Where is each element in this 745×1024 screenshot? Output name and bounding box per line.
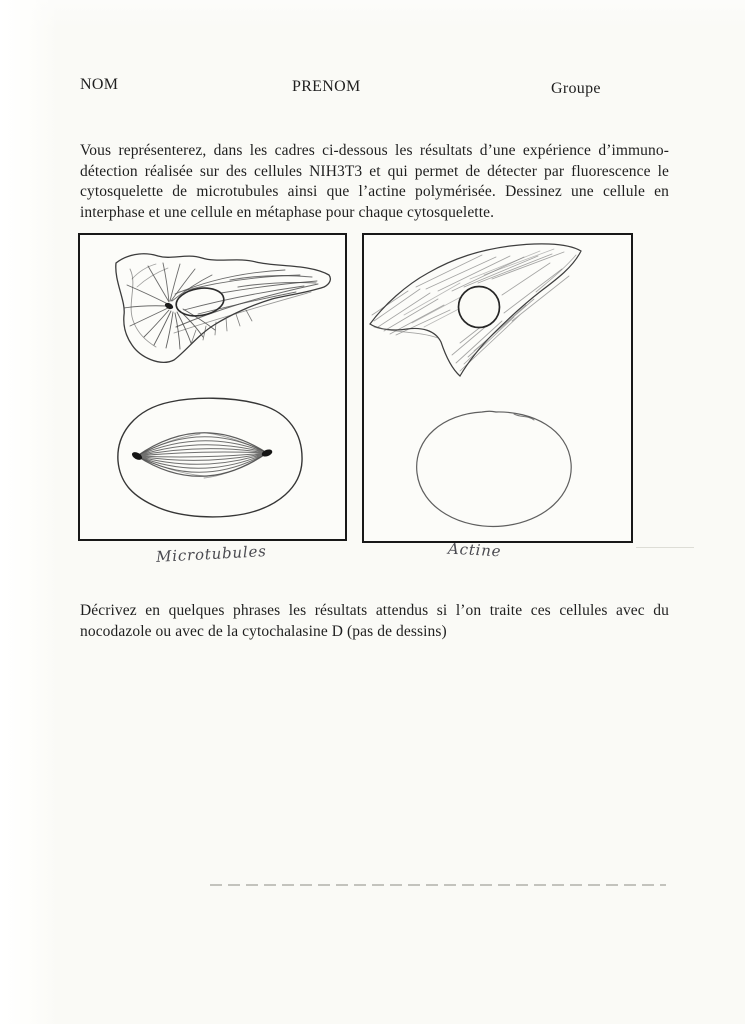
microtubules-interphase-sketch [116,254,331,363]
instructions-paragraph [80,141,669,224]
question-line-2: nocodazole ou avec de la cytochalasine D (pas de dessins) [80,622,447,640]
instructions-line-3: cytosquelette de microtubules ainsi que l’actine polymérisée. Dessinez une cellule en [80,183,669,201]
instructions-line-2: détection réalisée sur des cellules NIH3T3 et qui permet de détecter par fluorescence le [80,162,669,180]
instructions-line-1: Vous représenterez, dans les cadres ci-dessous les résultats d’une expérience d’immuno- [80,142,669,159]
actine-drawing-box [362,233,633,543]
scan-artifact-dashed-line [210,884,666,886]
microtubules-caption: Microtubules [155,542,268,566]
nom-label: NOM [80,76,119,93]
question-line-1: Décrivez en quelques phrases les résultats attendus si l’on traite ces cellules avec du [80,602,669,619]
actin-interphase-sketch [370,244,581,376]
actin-metaphase-sketch [417,411,572,526]
actine-caption: Actine [447,539,502,561]
question-paragraph [80,601,669,642]
actine-sketches [364,235,631,541]
scan-artifact-short-line [636,547,694,548]
prenom-label: PRENOM [292,78,361,95]
groupe-label: Groupe [551,80,601,97]
instructions-line-4: interphase et une cellule en métaphase pour chaque cytosquelette. [80,204,495,222]
microtubules-sketches [80,235,345,539]
microtubules-drawing-box [78,233,347,541]
microtubules-metaphase-sketch [118,398,302,517]
